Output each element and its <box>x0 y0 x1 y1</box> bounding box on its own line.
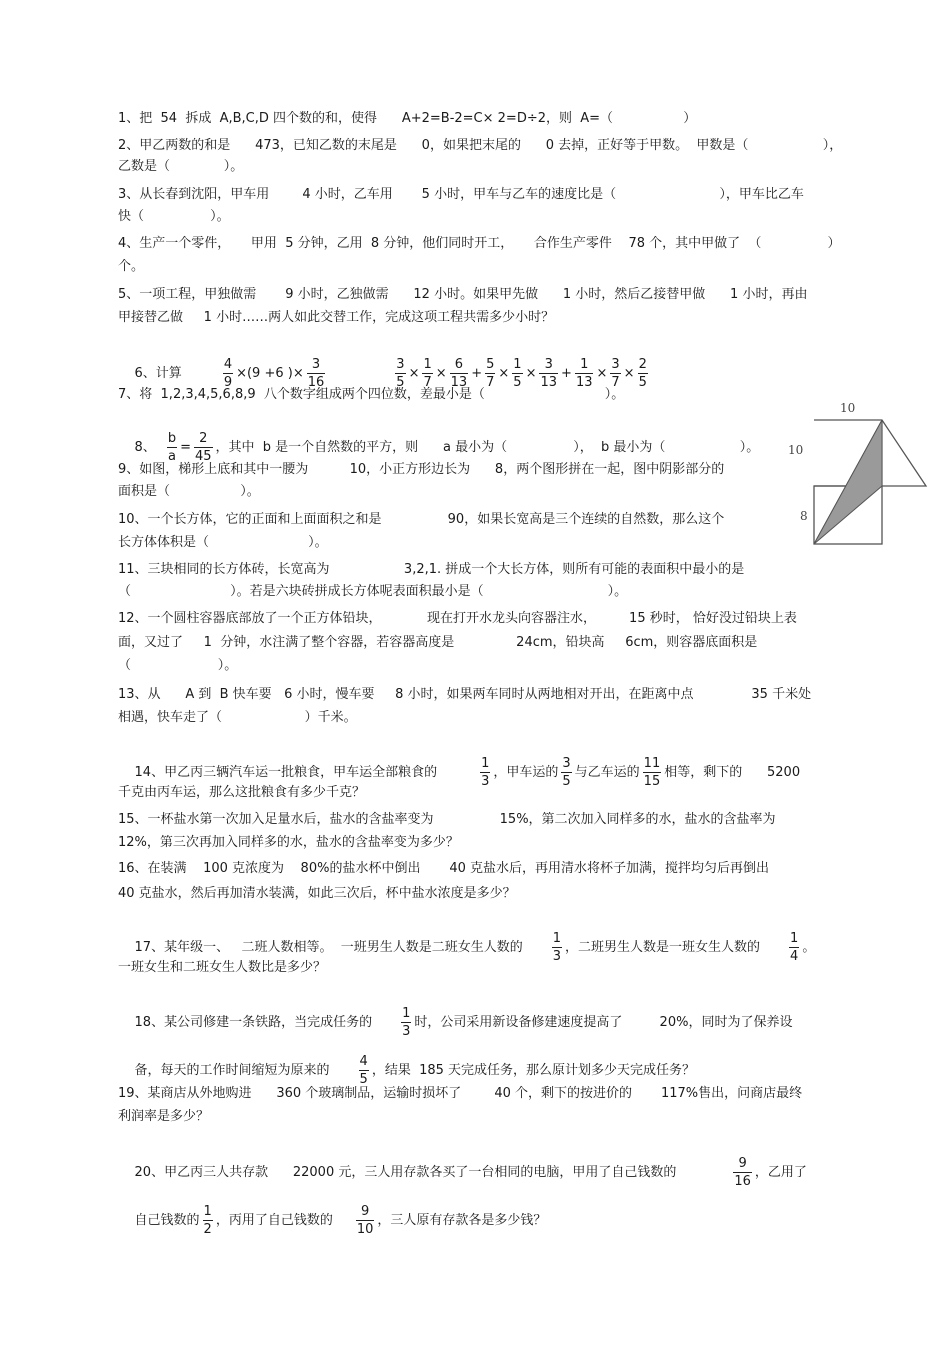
text-line: （ ）。若是六块砖拼成长方体呢表面积最小是（ ）。 <box>118 584 628 599</box>
text-line: 5、一项工程，甲独做需 9 小时，乙独做需 12 小时。如果甲先做 1 小时，然后乙接替甲做 1 小时，再由 <box>118 287 808 302</box>
text-line: 长方体体积是（ ）。 <box>118 535 328 550</box>
label-top: 10 <box>840 401 856 415</box>
question-18-part-1: 18、某公司修建一条铁路，当完成任务的 $\frac{1}{3}$ 时，公司采用新设备修建速度提高了 20%，同时为了保养设 <box>134 1006 793 1039</box>
fraction: $\frac{2}{45}$ <box>194 431 212 464</box>
text-line: 1、把 54 拆成 A,B,C,D 四个数的和，使得 A+2=B-2=C× 2=D÷2，则 A=（ ） <box>118 111 697 126</box>
text-line: 面，又过了 1 分钟，水注满了整个容器，若容器高度是 24cm，铅块高 6cm，则容器底面积是 <box>118 635 758 650</box>
label-left: 10 <box>788 443 804 457</box>
text-line: 千克由丙车运，那么这批粮食有多少千克？ <box>118 785 366 800</box>
text-line: 一班女生和二班女生人数比是多少？ <box>118 960 327 975</box>
fraction: $\frac{b}{a}$ <box>167 431 177 464</box>
q6-label: 6、计算 <box>134 366 182 381</box>
question-20-part-1: 20、甲乙丙三人共存款 22000 元，三人用存款各买了一台相同的电脑，甲用了自己钱数的 $\frac{9}{16}$ ，乙用了 <box>134 1156 807 1189</box>
shaded-region-dark <box>814 420 882 544</box>
label-bottom: 8 <box>800 509 808 523</box>
text-line: 快（ ）。 <box>118 209 230 224</box>
text-line: 16、在装满 100 克浓度为 80%的盐水杯中倒出 40 克盐水后，再用清水将杯子加满，搅拌均匀后再倒出 <box>118 861 770 876</box>
question-6: 6、计算 $\frac{4}{9}$ ×(9 +6 )× $\frac{3}{16}$ $\frac{3}{5}$ × $\frac{1}{7}$ × $\frac{6}{13}$ + $\frac{5}{7}$ × $\frac{1}{5}$ × $\frac{3}{13}$ + $\frac{1}{13}$ × $\frac{3}{7}$ × $\frac{2}{5}$ <box>134 357 647 390</box>
text-line: （ ）。 <box>118 658 238 673</box>
question-20-part-2: 自己钱数的 $\frac{1}{2}$ ，丙用了自己钱数的 $\frac{9}{10}$ ，三人原有存款各是多少钱？ <box>134 1204 547 1237</box>
text-line: 甲接替乙做 1 小时……两人如此交替工作，完成这项工程共需多少小时？ <box>118 310 555 325</box>
text-line: 11、三块相同的长方体砖，长宽高为 3,2,1. 拼成一个大长方体，则所有可能的表面积中最小的是 <box>118 562 745 577</box>
text-line: 10、一个长方体，它的正面和上面面积之和是 90，如果长宽高是三个连续的自然数，那么这个 <box>118 512 725 527</box>
trapezoid-square-diagram <box>786 398 932 548</box>
text-line: 3、从长春到沈阳，甲车用 4 小时，乙车用 5 小时，甲车与乙车的速度比是（ ），甲车比乙车 <box>118 187 804 202</box>
text-line: 相遇，快车走了（ ）千米。 <box>118 710 357 725</box>
fraction: $\frac{3}{16}$ <box>307 357 325 390</box>
text-line: 乙数是（ ）。 <box>118 159 244 174</box>
question-14: 14、甲乙丙三辆汽车运一批粮食，甲车运全部粮食的 $\frac{1}{3}$ ，甲车运的 $\frac{3}{5}$ 与乙车运的 $\frac{11}{15}$ 相等，剩下的 5200 <box>134 756 801 789</box>
question-18-part-2: 备，每天的工作时间缩短为原来的 $\frac{4}{5}$ ，结果 185 天完成任务，那么原计划多少天完成任务？ <box>134 1054 696 1087</box>
text-line: 个。 <box>118 259 145 274</box>
question-17: 17、某年级一、 二班人数相等。 一班男生人数是二班女生人数的 $\frac{1}{3}$ ，二班男生人数是一班女生人数的 $\frac{1}{4}$ 。 <box>134 931 816 964</box>
text-line: 4、生产一个零件， 甲用 5 分钟，乙用 8 分钟，他们同时开工， 合作生产零件 78 个，其中甲做了 （ ） <box>118 236 841 251</box>
text-line: 7、将 1,2,3,4,5,6,8,9 八个数字组成两个四位数，差最小是（ ）。 <box>118 387 625 402</box>
question-8: 8、 $\frac{b}{a}$ = $\frac{2}{45}$ ，其中 b 是一个自然数的平方，则 a 最小为（ ）， b 最小为（ ）。 <box>134 431 760 464</box>
text-line: 12、一个圆柱容器底部放了一个正方体铅块， 现在打开水龙头向容器注水， 15 秒时， 恰好没过铅块上表 <box>118 611 797 626</box>
text-line: 19、某商店从外地购进 360 个玻璃制品，运输时损坏了 40 个，剩下的按进价的 117%售出，问商店最终 <box>118 1086 803 1101</box>
text-line: 13、从 A 到 B 快车要 6 小时，慢车要 8 小时，如果两车同时从两地相对开出，在距离中点 35 千米处 <box>118 687 812 702</box>
text-line: 面积是（ ）。 <box>118 484 260 499</box>
text-line: 15、一杯盐水第一次加入足量水后，盐水的含盐率变为 15%，第二次加入同样多的水，盐水的含盐率为 <box>118 812 776 827</box>
text-line: 12%，第三次再加入同样多的水，盐水的含盐率变为多少？ <box>118 835 459 850</box>
text-line: 9、如图，梯形上底和其中一腰为 10，小正方形边长为 8，两个图形拼在一起，图中阴影部分的 <box>118 462 725 477</box>
fraction: $\frac{4}{9}$ <box>223 357 233 390</box>
text-line: 2、甲乙两数的和是 473，已知乙数的末尾是 0，如果把末尾的 0 去掉，正好等于甲数。 甲数是（ ）， <box>118 138 843 153</box>
text-line: 利润率是多少？ <box>118 1109 210 1124</box>
text-line: 40 克盐水，然后再加清水装满，如此三次后，杯中盐水浓度是多少？ <box>118 886 516 901</box>
